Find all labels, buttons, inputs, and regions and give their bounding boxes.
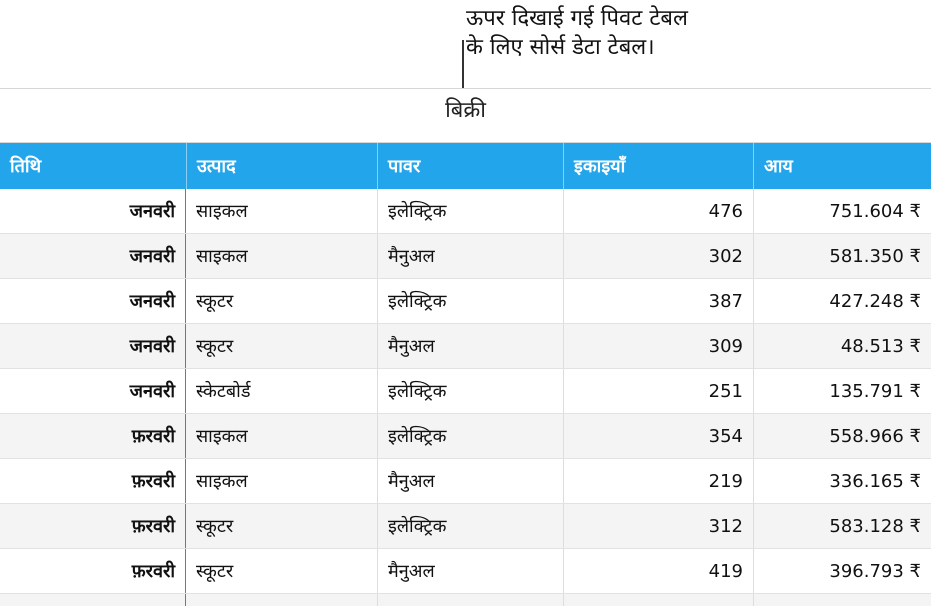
table-row-partial xyxy=(0,594,931,606)
cell-product: साइकल xyxy=(196,426,248,447)
cell-power: मैनुअल xyxy=(377,549,563,593)
cell-power xyxy=(377,594,563,606)
cell-date: फ़रवरी xyxy=(0,459,186,503)
callout-pointer-line xyxy=(462,40,464,88)
cell-product: स्कूटर xyxy=(196,336,234,357)
cell-date: फ़रवरी xyxy=(0,414,186,458)
table-row xyxy=(0,414,931,459)
cell-units xyxy=(563,594,753,606)
callout-line-2: के लिए सोर्स डेटा टेबल। xyxy=(466,35,655,60)
cell-date: फ़रवरी xyxy=(0,504,186,548)
cell-power: इलेक्ट्रिक xyxy=(377,369,563,413)
cell-power: इलेक्ट्रिक xyxy=(377,189,563,233)
cell-revenue: 135.791 ₹ xyxy=(753,369,931,413)
table-title: बिक्री xyxy=(0,89,931,143)
cell-product: स्केटबोर्ड xyxy=(196,381,251,402)
cell-units: 312 xyxy=(563,504,753,548)
table-row xyxy=(0,324,931,369)
cell-product: साइकल xyxy=(196,246,248,267)
cell-units: 219 xyxy=(563,459,753,503)
cell-revenue: 558.966 ₹ xyxy=(753,414,931,458)
cell-units: 302 xyxy=(563,234,753,278)
header-product: उत्पाद xyxy=(186,143,377,189)
cell-revenue: 336.165 ₹ xyxy=(753,459,931,503)
cell-units: 354 xyxy=(563,414,753,458)
cell-product xyxy=(186,594,377,606)
callout-line-1: ऊपर दिखाई गई पिवट टेबल xyxy=(466,6,688,31)
cell-revenue: 396.793 ₹ xyxy=(753,549,931,593)
table-header-row xyxy=(0,143,931,189)
header-revenue: आय xyxy=(753,143,931,189)
cell-revenue: 427.248 ₹ xyxy=(753,279,931,323)
table-row xyxy=(0,504,931,549)
cell-units: 309 xyxy=(563,324,753,368)
table-row xyxy=(0,549,931,594)
callout-note xyxy=(466,4,786,62)
table-row xyxy=(0,189,931,234)
table-row xyxy=(0,369,931,414)
cell-power: इलेक्ट्रिक xyxy=(377,279,563,323)
cell-revenue: 581.350 ₹ xyxy=(753,234,931,278)
cell-product: स्कूटर xyxy=(196,516,234,537)
table-row xyxy=(0,459,931,504)
cell-date: जनवरी xyxy=(0,369,186,413)
cell-product: स्कूटर xyxy=(196,291,234,312)
cell-revenue: 583.128 ₹ xyxy=(753,504,931,548)
cell-power: इलेक्ट्रिक xyxy=(377,504,563,548)
header-date: तिथि xyxy=(10,156,42,177)
cell-date: जनवरी xyxy=(0,234,186,278)
cell-units: 419 xyxy=(563,549,753,593)
cell-power: मैनुअल xyxy=(377,234,563,278)
header-units: इकाइयाँ xyxy=(563,143,753,189)
cell-product: स्कूटर xyxy=(196,561,234,582)
cell-units: 476 xyxy=(563,189,753,233)
cell-power: मैनुअल xyxy=(377,324,563,368)
cell-date: फ़रवरी xyxy=(0,549,186,593)
cell-date: जनवरी xyxy=(0,189,186,233)
header-power: पावर xyxy=(377,143,563,189)
sales-table xyxy=(0,88,931,606)
cell-power: मैनुअल xyxy=(377,459,563,503)
table-row xyxy=(0,234,931,279)
cell-date xyxy=(0,594,186,606)
cell-units: 251 xyxy=(563,369,753,413)
cell-revenue: 48.513 ₹ xyxy=(753,324,931,368)
cell-power: इलेक्ट्रिक xyxy=(377,414,563,458)
cell-product: साइकल xyxy=(196,471,248,492)
cell-units: 387 xyxy=(563,279,753,323)
cell-date: जनवरी xyxy=(0,324,186,368)
cell-revenue xyxy=(753,594,931,606)
cell-product: साइकल xyxy=(196,201,248,222)
cell-revenue: 751.604 ₹ xyxy=(753,189,931,233)
table-row xyxy=(0,279,931,324)
cell-date: जनवरी xyxy=(0,279,186,323)
